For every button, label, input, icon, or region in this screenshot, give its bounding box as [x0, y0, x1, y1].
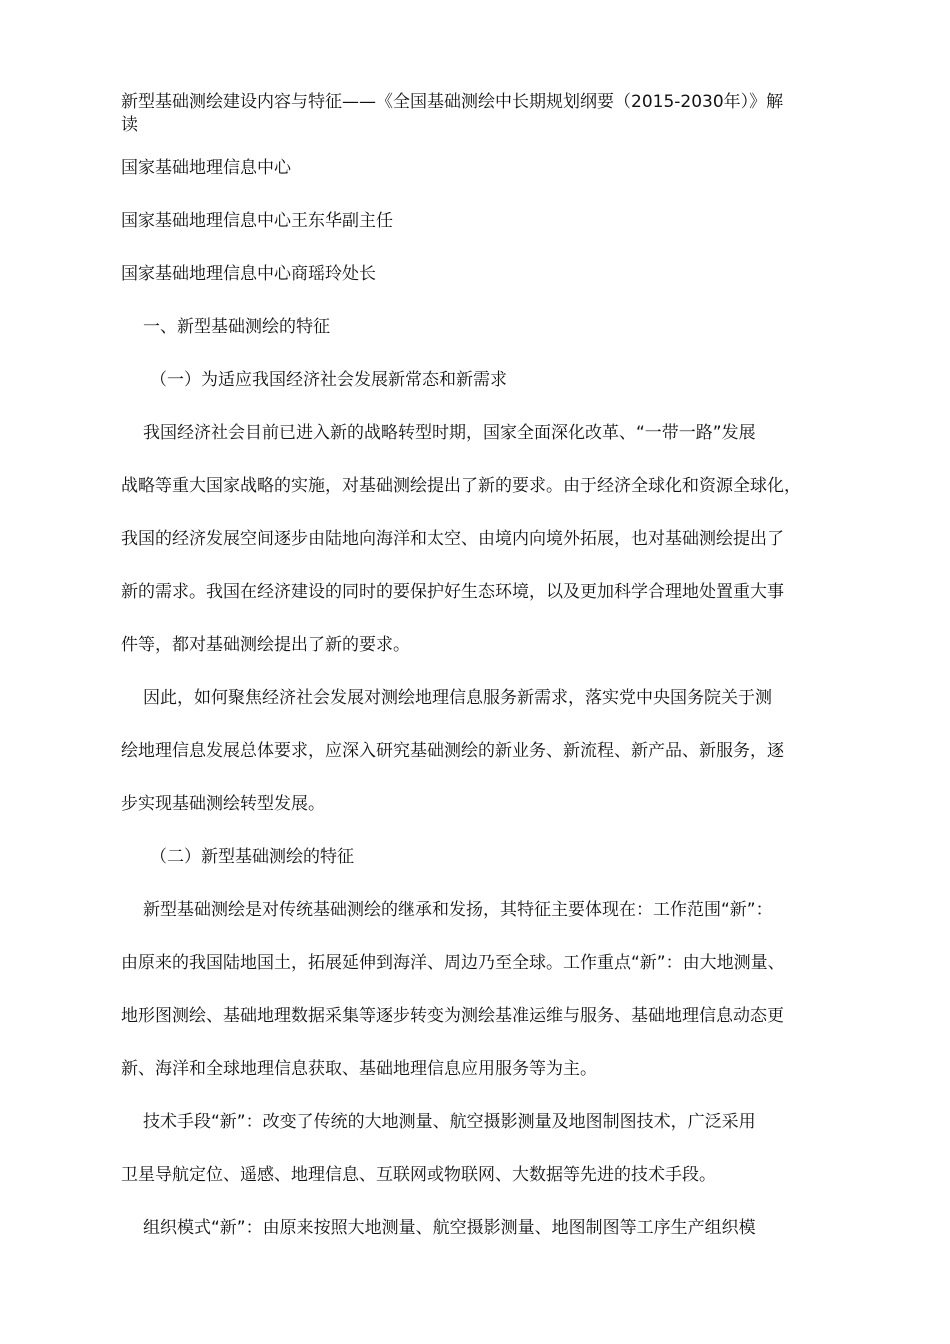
paragraph-3-line-3: 地形图测绘、基础地理数据采集等逐步转变为测绘基准运维与服务、基础地理信息动态更 — [121, 1006, 784, 1026]
paragraph-3-line-4: 新、海洋和全球地理信息获取、基础地理信息应用服务等为主。 — [121, 1059, 597, 1079]
paragraph-1-line-2: 战略等重大国家战略的实施，对基础测绘提出了新的要求。由于经济全球化和资源全球化， — [121, 476, 801, 496]
paragraph-2-line-3: 步实现基础测绘转型发展。 — [121, 794, 325, 814]
paragraph-1-line-3: 我国的经济发展空间逐步由陆地向海洋和太空、由境内向境外拓展，也对基础测绘提出了 — [121, 529, 784, 549]
author-line-2: 国家基础地理信息中心商瑶玲处长 — [121, 264, 376, 284]
author-line-1: 国家基础地理信息中心王东华副主任 — [121, 211, 393, 231]
subsection-heading-1: （一）为适应我国经济社会发展新常态和新需求 — [150, 370, 507, 390]
document-title-line-1: 新型基础测绘建设内容与特征——《全国基础测绘中长期规划纲要（2015-2030年）》解 — [121, 92, 784, 112]
paragraph-4-line-1: 技术手段“新”：改变了传统的大地测量、航空摄影测量及地图制图技术，广泛采用 — [143, 1112, 756, 1132]
document-title-line-2: 读 — [121, 115, 138, 135]
paragraph-4-line-2: 卫星导航定位、遥感、地理信息、互联网或物联网、大数据等先进的技术手段。 — [121, 1165, 716, 1185]
subsection-heading-2: （二）新型基础测绘的特征 — [150, 847, 354, 867]
section-heading-1: 一、新型基础测绘的特征 — [143, 317, 330, 337]
paragraph-2-line-1: 因此，如何聚焦经济社会发展对测绘地理信息服务新需求，落实党中央国务院关于测 — [143, 688, 772, 708]
paragraph-3-line-2: 由原来的我国陆地国土，拓展延伸到海洋、周边乃至全球。工作重点“新”：由大地测量、 — [121, 953, 785, 973]
paragraph-1-line-4: 新的需求。我国在经济建设的同时的要保护好生态环境，以及更加科学合理地处置重大事 — [121, 582, 784, 602]
paragraph-2-line-2: 绘地理信息发展总体要求，应深入研究基础测绘的新业务、新流程、新产品、新服务，逐 — [121, 741, 784, 761]
paragraph-1-line-1: 我国经济社会目前已进入新的战略转型时期，国家全面深化改革、“一带一路”发展 — [143, 423, 756, 443]
paragraph-1-line-5: 件等，都对基础测绘提出了新的要求。 — [121, 635, 410, 655]
paragraph-5-line-1: 组织模式“新”：由原来按照大地测量、航空摄影测量、地图制图等工序生产组织模 — [143, 1218, 756, 1238]
paragraph-3-line-1: 新型基础测绘是对传统基础测绘的继承和发扬，其特征主要体现在：工作范围“新”： — [143, 900, 773, 920]
organization: 国家基础地理信息中心 — [121, 158, 291, 178]
